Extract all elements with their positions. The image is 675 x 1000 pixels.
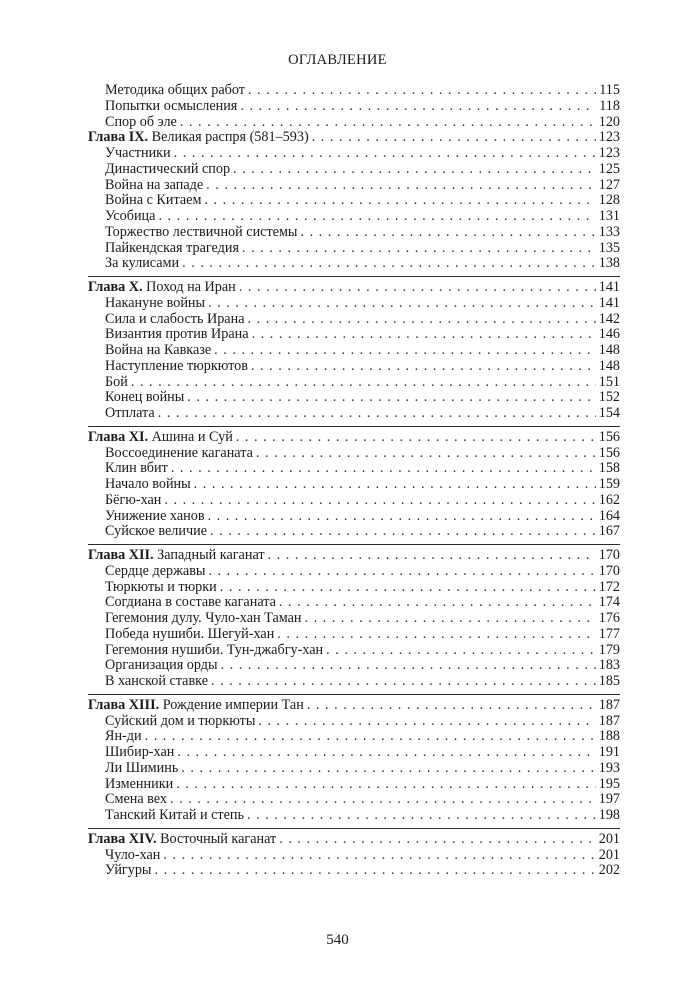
toc-chapter-entry xyxy=(88,832,620,848)
toc-chapter-section xyxy=(88,276,620,422)
chapter-label: Глава XIV. xyxy=(88,830,157,847)
entry-title: Конец войны xyxy=(105,389,185,406)
dot-leader xyxy=(326,643,596,659)
dot-leader xyxy=(236,430,596,446)
dot-leader xyxy=(182,256,596,272)
entry-title: Отплата xyxy=(105,405,155,421)
dot-leader xyxy=(242,241,596,257)
page-ref: 187 xyxy=(598,712,620,729)
dot-leader xyxy=(220,580,596,596)
toc-chapter-section xyxy=(88,544,620,690)
toc-entry xyxy=(88,863,620,879)
entry-title: Накануне войны xyxy=(105,294,206,311)
entry-title: Византия против Ирана xyxy=(105,326,249,343)
chapter-title: Поход на Иран xyxy=(146,279,236,295)
page-ref: 154 xyxy=(598,405,620,421)
page-ref: 123 xyxy=(598,129,620,146)
chapter-heading xyxy=(88,548,265,564)
page-ref: 188 xyxy=(598,728,620,745)
dot-leader xyxy=(240,99,596,115)
page-ref: 133 xyxy=(598,223,620,240)
dot-leader xyxy=(221,658,596,674)
chapter-heading xyxy=(88,698,304,714)
page-ref: 131 xyxy=(598,208,620,224)
page-ref: 170 xyxy=(598,547,620,563)
toc-entry xyxy=(88,674,620,690)
chapter-heading xyxy=(88,430,233,446)
toc-chapter-entry xyxy=(88,548,620,564)
chapter-title: Восточный каганат xyxy=(160,830,277,847)
toc-chapter-entry xyxy=(88,130,620,146)
chapter-label: Глава IX. xyxy=(88,129,149,146)
toc-entry xyxy=(88,178,620,194)
entry-title: Начало войны xyxy=(105,476,191,492)
toc-entry xyxy=(88,390,620,406)
entry-title: Наступление тюркютов xyxy=(105,357,248,374)
page-ref: 120 xyxy=(598,113,620,130)
toc-entry xyxy=(88,493,620,509)
page-ref: 152 xyxy=(598,389,620,406)
page-ref: 185 xyxy=(598,673,620,689)
dot-leader xyxy=(211,674,596,690)
entry-title: Война на западе xyxy=(105,176,204,193)
chapter-label: Глава XII. xyxy=(88,547,154,563)
dot-leader xyxy=(176,777,596,793)
dot-leader xyxy=(258,714,595,730)
toc-entry xyxy=(88,777,620,793)
toc-entry xyxy=(88,509,620,525)
page-number: 540 xyxy=(326,932,349,948)
page-ref: 115 xyxy=(599,82,620,98)
dot-leader xyxy=(174,146,596,162)
page-ref: 201 xyxy=(598,830,620,847)
dot-leader xyxy=(247,808,596,824)
page-ref: 135 xyxy=(598,239,620,256)
toc-entry xyxy=(88,375,620,391)
entry-title: Война на Кавказе xyxy=(105,342,212,358)
page-ref: 158 xyxy=(598,460,620,477)
dot-leader xyxy=(154,863,595,879)
chapter-heading xyxy=(88,280,236,296)
dot-leader xyxy=(164,493,595,509)
entry-title: Клин вбит xyxy=(105,460,168,477)
page-ref: 176 xyxy=(598,610,620,626)
entry-title: Унижение ханов xyxy=(105,507,205,524)
entry-title: Бой xyxy=(105,373,128,390)
entry-title: Танский Китай и степь xyxy=(105,807,244,823)
dot-leader xyxy=(187,390,595,406)
page-ref: 159 xyxy=(598,476,620,492)
toc-entry xyxy=(88,312,620,328)
dot-leader xyxy=(214,343,596,359)
entry-title: Сила и слабость Ирана xyxy=(105,310,245,327)
dot-leader xyxy=(158,209,595,225)
page-ref: 127 xyxy=(598,176,620,193)
page-ref: 202 xyxy=(598,862,620,879)
dot-leader xyxy=(268,548,596,564)
entry-title: Пайкендская трагедия xyxy=(105,239,239,256)
entry-title: Согдиана в составе каганата xyxy=(105,594,276,611)
dot-leader xyxy=(279,595,596,611)
toc-entry xyxy=(88,83,620,99)
dot-leader xyxy=(305,611,596,627)
page-ref: 198 xyxy=(598,807,620,823)
toc-entry xyxy=(88,209,620,225)
entry-title: Попытки осмысления xyxy=(105,97,238,114)
page-ref: 146 xyxy=(598,326,620,343)
page-ref: 118 xyxy=(599,97,620,114)
entry-title: Суйское величие xyxy=(105,523,207,540)
entry-title: Ян-ди xyxy=(105,728,142,745)
entry-title: Ли Шиминь xyxy=(105,759,179,776)
page-ref: 183 xyxy=(598,657,620,674)
dot-leader xyxy=(300,225,595,241)
toc-chapter-section xyxy=(88,694,620,824)
toc-entry xyxy=(88,359,620,375)
entry-title: Суйский дом и тюркюты xyxy=(105,712,256,729)
entry-title: Воссоединение каганата xyxy=(105,444,253,461)
table-of-contents xyxy=(88,83,620,879)
chapter-label: Глава X. xyxy=(88,279,143,295)
entry-title: Победа нушиби. Шегуй-хан xyxy=(105,625,275,642)
toc-chapter-entry xyxy=(88,698,620,714)
page-ref: 123 xyxy=(598,145,620,161)
page-ref: 128 xyxy=(598,192,620,209)
toc-entry xyxy=(88,808,620,824)
page-ref: 174 xyxy=(598,594,620,611)
entry-title: Изменники xyxy=(105,775,174,792)
toc-entry xyxy=(88,296,620,312)
chapter-label: Глава XIII. xyxy=(88,696,160,713)
dot-leader xyxy=(251,359,596,375)
toc-entry xyxy=(88,146,620,162)
chapter-label: Глава XI. xyxy=(88,428,149,445)
toc-entry xyxy=(88,99,620,115)
page-ref: 177 xyxy=(598,625,620,642)
toc-entry xyxy=(88,406,620,422)
dot-leader xyxy=(248,83,596,99)
page-ref: 138 xyxy=(598,255,620,272)
page-ref: 191 xyxy=(598,744,620,760)
page-ref: 148 xyxy=(598,342,620,358)
entry-title: Участники xyxy=(105,145,171,161)
toc-entry xyxy=(88,611,620,627)
dot-leader xyxy=(194,477,596,493)
entry-title: За кулисами xyxy=(105,255,180,272)
dot-leader xyxy=(279,832,595,848)
dot-leader xyxy=(204,193,595,209)
dot-leader xyxy=(248,312,596,328)
page-ref: 164 xyxy=(598,507,620,524)
dot-leader xyxy=(131,375,596,391)
page-ref: 170 xyxy=(598,562,620,579)
toc-entry xyxy=(88,729,620,745)
chapter-title: Западный каганат xyxy=(157,547,265,563)
page-ref: 195 xyxy=(598,775,620,792)
toc-entry xyxy=(88,343,620,359)
entry-title: Сердце державы xyxy=(105,562,206,579)
chapter-heading xyxy=(88,130,309,146)
page-ref: 172 xyxy=(598,578,620,595)
toc-entry xyxy=(88,162,620,178)
running-header: ОГЛАВЛЕНИЕ xyxy=(288,52,387,68)
toc-chapter-section xyxy=(88,130,620,272)
page-ref: 148 xyxy=(598,357,620,374)
dot-leader xyxy=(170,792,596,808)
toc-entry xyxy=(88,792,620,808)
toc-entry xyxy=(88,714,620,730)
entry-title: Тюркюты и тюрки xyxy=(105,578,217,595)
dot-leader xyxy=(208,564,595,580)
page-ref: 197 xyxy=(598,791,620,808)
toc-chapter-section xyxy=(88,426,620,540)
toc-entry xyxy=(88,241,620,257)
toc-chapter-entry xyxy=(88,280,620,296)
chapter-heading xyxy=(88,832,276,848)
dot-leader xyxy=(158,406,596,422)
entry-title: Гегемония нушиби. Тун-джабгу-хан xyxy=(105,641,324,658)
page-ref: 167 xyxy=(598,523,620,540)
page-ref: 179 xyxy=(598,641,620,658)
page-ref: 156 xyxy=(598,428,620,445)
page-ref: 141 xyxy=(598,279,620,295)
entry-title: В ханской ставке xyxy=(105,673,209,689)
page-ref: 141 xyxy=(598,294,620,311)
entry-title: Организация орды xyxy=(105,657,218,674)
dot-leader xyxy=(312,130,596,146)
entry-title: Династический спор xyxy=(105,160,231,177)
dot-leader xyxy=(177,745,595,761)
page-ref: 125 xyxy=(598,160,620,177)
dot-leader xyxy=(171,461,596,477)
entry-title: Усобица xyxy=(105,208,156,224)
entry-title: Методика общих работ xyxy=(105,82,245,98)
toc-entry xyxy=(88,658,620,674)
entry-title: Уйгуры xyxy=(105,862,152,879)
dot-leader xyxy=(307,698,596,714)
dot-leader xyxy=(145,729,596,745)
dot-leader xyxy=(208,296,596,312)
dot-leader xyxy=(277,627,595,643)
toc-entry xyxy=(88,761,620,777)
dot-leader xyxy=(206,178,596,194)
toc-entry xyxy=(88,627,620,643)
entry-title: Гегемония дулу. Чуло-хан Таман xyxy=(105,610,302,626)
toc-entry xyxy=(88,580,620,596)
dot-leader xyxy=(210,524,596,540)
toc-intro-section xyxy=(88,83,620,130)
toc-entry xyxy=(88,115,620,131)
chapter-title: Ашина и Суй xyxy=(151,428,233,445)
toc-entry xyxy=(88,595,620,611)
toc-entry xyxy=(88,461,620,477)
entry-title: Спор об эле xyxy=(105,113,177,130)
toc-entry xyxy=(88,193,620,209)
chapter-title: Великая распря (581–593) xyxy=(151,129,309,146)
dot-leader xyxy=(163,848,595,864)
dot-leader xyxy=(208,509,596,525)
toc-entry xyxy=(88,327,620,343)
toc-entry xyxy=(88,564,620,580)
page-ref: 193 xyxy=(598,759,620,776)
dot-leader xyxy=(252,327,596,343)
toc-chapter-section xyxy=(88,828,620,879)
entry-title: Торжество лествичной системы xyxy=(105,223,298,240)
dot-leader xyxy=(181,761,595,777)
page-ref: 187 xyxy=(598,696,620,713)
page-ref: 156 xyxy=(598,444,620,461)
entry-title: Война с Китаем xyxy=(105,192,202,209)
dot-leader xyxy=(239,280,596,296)
page-ref: 142 xyxy=(598,310,620,327)
entry-title: Шибир-хан xyxy=(105,744,175,760)
dot-leader xyxy=(180,115,596,131)
entry-title: Чуло-хан xyxy=(105,846,161,863)
toc-entry xyxy=(88,524,620,540)
entry-title: Бёгю-хан xyxy=(105,491,162,508)
toc-entry xyxy=(88,477,620,493)
toc-entry xyxy=(88,446,620,462)
chapter-title: Рождение империи Тан xyxy=(162,696,304,713)
toc-entry xyxy=(88,256,620,272)
page-ref: 151 xyxy=(598,373,620,390)
toc-chapter-entry xyxy=(88,430,620,446)
toc-entry xyxy=(88,848,620,864)
dot-leader xyxy=(233,162,596,178)
toc-entry xyxy=(88,643,620,659)
toc-entry xyxy=(88,745,620,761)
toc-entry xyxy=(88,225,620,241)
page-ref: 162 xyxy=(598,491,620,508)
page-ref: 201 xyxy=(598,846,620,863)
entry-title: Смена вех xyxy=(105,791,167,808)
dot-leader xyxy=(256,446,596,462)
